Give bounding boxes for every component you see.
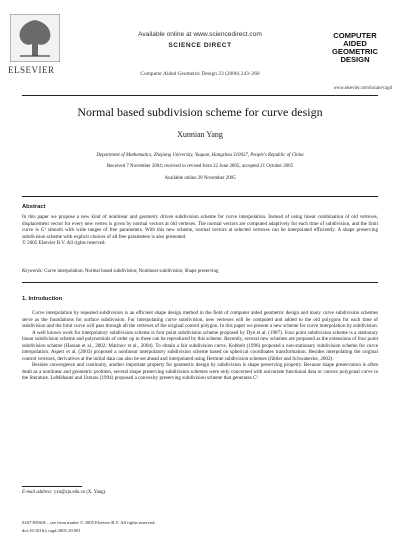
keywords-values: Curve interpolation; Normal based subdivision; Nonlinear subdivision; Shape preserving: [44, 269, 219, 274]
abstract-body: [22, 214, 378, 247]
header-divider: [22, 95, 378, 96]
abstract-heading: Abstract: [22, 204, 46, 210]
journal-citation: Computer Aided Geometric Design 23 (2006) 243–260: [140, 71, 260, 77]
journal-logo: [322, 32, 388, 64]
keywords: [22, 269, 378, 274]
journal-logo-line: AIDED: [343, 39, 367, 48]
issn-line: 0167-8396/$ – see front matter © 2005 Elsevier B.V. All rights reserved.: [22, 520, 156, 525]
abstract-bottom-divider: [22, 282, 378, 283]
available-online-banner: Available online at www.sciencedirect.com: [138, 31, 262, 38]
doi-line[interactable]: doi:10.1016/j.cagd.2005.10.001: [22, 528, 81, 533]
available-online-date: Available online 28 November 2005: [164, 176, 236, 181]
journal-logo-line: COMPUTER: [333, 31, 377, 40]
sciencedirect-logo: [140, 42, 260, 49]
journal-logo-line: GEOMETRIC: [332, 47, 378, 56]
journal-logo-line: DESIGN: [340, 55, 370, 64]
paragraph: Curve interpolation by repeated subdivision is an efficient shape design method in the field of computer aided geometric design and many curve subdivision schemes serve as the foundations for surface subdivision. For interpolating curve subdivision, new vertexes will be computed and added to the old polygons for each time of subdivision and the limit curve will pass through all the vertexes of the original control polygon. In this paper we present a new scheme for curve interpolation by subdivision.: [22, 310, 378, 330]
sciencedirect-logo-text: SCIENCE DIRECT: [168, 42, 232, 49]
author-affiliation: Department of Mathematics, Zhejiang University, Yuquan, Hangzhou 310027, People's Republic of China: [96, 153, 304, 158]
abstract-text: In this paper we propose a new kind of nonlinear and geometry driven subdivision scheme for curve interpolation. Instead of using linear combination of old vertexes, displacement vector for every new vertex is given by normal vectors at old vertexes. The normal vectors are computed adaptively for each time of subdivision, and the limit curve is G¹ smooth with wide ranges of free parameters. With this new scheme, normal vectors at selected vertexes can be interpolated efficiently. A shape preserving subdivision scheme with explicit choices of all free parameters is also presented.: [22, 214, 378, 240]
abstract-top-divider: [22, 196, 378, 197]
article-history: Received 7 November 2004; received in revised form 22 June 2005; accepted 21 October 2005: [106, 164, 294, 169]
paragraph: Besides convergence and continuity, another important property for geometric design by subdivision is shape preserving property. Because shape preservation is often dealt as a nonlinear and geometric problem, several shape preserving subdivision schemes were only concerned with univariate functional data or convex polygonal curve in the literature. LeMéhauté and Utreras (1994) proposed a convexity preserving subdivision scheme that generates C¹: [22, 362, 378, 382]
introduction-body: [22, 310, 378, 382]
journal-url[interactable]: www.elsevier.com/locate/cagd: [333, 86, 392, 91]
email-label: E-mail address:: [22, 490, 53, 495]
footnote-divider: [22, 486, 82, 487]
author-name: Xunnian Yang: [177, 130, 223, 139]
elsevier-tree-logo-icon: [10, 14, 60, 62]
publisher-name: ELSEVIER: [8, 65, 55, 75]
keywords-label: Keywords:: [22, 269, 44, 274]
abstract-copyright: © 2005 Elsevier B.V. All rights reserved.: [22, 240, 106, 247]
article-title: Normal based subdivision scheme for curve design: [77, 105, 323, 119]
footnote: [22, 490, 106, 495]
section-heading: 1. Introduction: [22, 296, 63, 302]
email-address[interactable]: yxn@zju.edu.cn (X. Yang).: [53, 490, 107, 495]
paragraph: A well known work for interpolatory subdivision scheme is four point subdivision scheme proposed by Dyn et al. (1987). Four point subdivision scheme is a stationary linear subdivision scheme and polynomials of order up to three can be reproduced by this scheme. Recently, several new schemes are proposed as the extensions of four point subdivision scheme (Hassan et al., 2002; Marinov et al., 2004). To obtain a fair subdivision curve, Kobbelt (1996) proposed a non-stationary subdivision scheme for curve interpolation. Aspert et al. (2003) proposed a nonlinear interpolatory subdivision scheme based on spherical coordinates transformation. Besides interpolating the original control vertexes, derivatives at the initial data can also be set ahead and interpolated using Hermite subdivision schemes (Jüttler and Schwanecke, 2002).: [22, 329, 378, 362]
page-header: [0, 0, 400, 100]
